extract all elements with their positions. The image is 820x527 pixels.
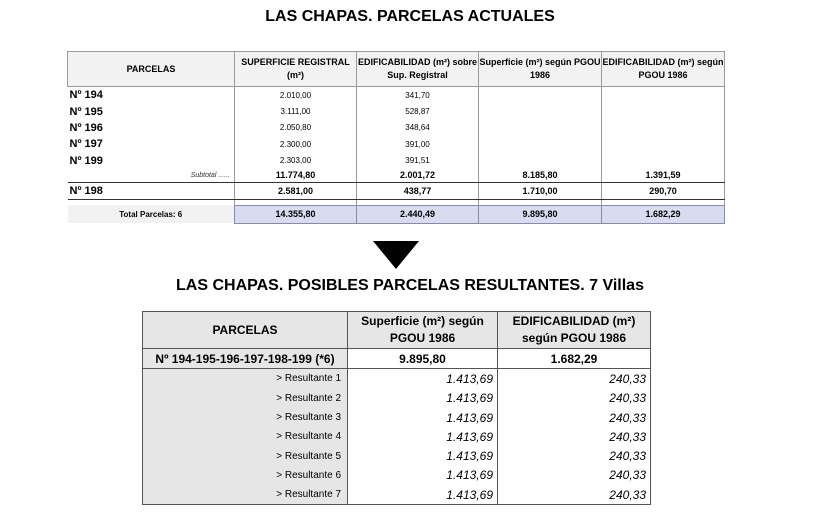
total-superficie-pgou: 9.895,80 bbox=[479, 205, 602, 223]
table-row-198 bbox=[68, 182, 725, 199]
header-superficie-registral: SUPERFICIE REGISTRAL (m²) bbox=[235, 52, 357, 87]
parcela-name: Nº 196 bbox=[69, 121, 103, 134]
parcela-group-name: Nº 194-195-196-197-198-199 (*6) bbox=[143, 349, 348, 369]
table-row bbox=[143, 466, 651, 485]
parcela-name: Nº 198 bbox=[68, 182, 235, 199]
resultante-name: > Resultante 2 bbox=[143, 389, 348, 408]
subtotal-row bbox=[68, 169, 725, 183]
header-parcelas: PARCELAS bbox=[143, 312, 348, 349]
superficie-value: 1.413,69 bbox=[348, 466, 498, 485]
superficie-value: 9.895,80 bbox=[348, 349, 498, 369]
edificabilidad-value: 240,33 bbox=[498, 446, 651, 465]
edificabilidad-value: 240,33 bbox=[498, 427, 651, 446]
superficie-value: 2.581,00 bbox=[235, 182, 357, 199]
total-superficie: 14.355,80 bbox=[235, 205, 357, 223]
resultante-name: > Resultante 3 bbox=[143, 408, 348, 427]
edificabilidad-value: 1.682,29 bbox=[498, 349, 651, 369]
edificabilidad-value: 348,64 bbox=[357, 120, 479, 136]
superficie-value: 2.010,00 bbox=[235, 87, 357, 104]
down-arrow-icon bbox=[373, 241, 419, 269]
resultante-name: > Resultante 7 bbox=[143, 485, 348, 505]
resultante-name: > Resultante 4 bbox=[143, 427, 348, 446]
superficie-value: 1.413,69 bbox=[348, 408, 498, 427]
edificabilidad-value: 240,33 bbox=[498, 408, 651, 427]
superficie-value: 1.413,69 bbox=[348, 485, 498, 505]
edificabilidad-value: 341,70 bbox=[357, 87, 479, 104]
header-superficie-pgou: Superficie (m²) según PGOU 1986 bbox=[479, 52, 602, 87]
table-row bbox=[143, 389, 651, 408]
title-parcelas-resultantes: LAS CHAPAS. POSIBLES PARCELAS RESULTANTES. 7 Villas bbox=[176, 277, 644, 294]
table-row bbox=[143, 485, 651, 505]
superficie-value: 2.303,00 bbox=[235, 153, 357, 169]
table-row bbox=[143, 369, 651, 389]
title-parcelas-actuales: LAS CHAPAS. PARCELAS ACTUALES bbox=[265, 8, 555, 25]
table-row bbox=[68, 120, 725, 136]
parcela-name: Nº 194 bbox=[69, 89, 103, 102]
superficie-value: 2.300,00 bbox=[235, 136, 357, 152]
table-row bbox=[68, 87, 725, 104]
header-edificabilidad-pgou: EDIFICABILIDAD (m²) según PGOU 1986 bbox=[602, 52, 725, 87]
table-row bbox=[68, 136, 725, 152]
superficie-value: 2.050,80 bbox=[235, 120, 357, 136]
edificabilidad-pgou-value: 290,70 bbox=[602, 182, 725, 199]
header-edificabilidad-pgou: EDIFICABILIDAD (m²) según PGOU 1986 bbox=[498, 312, 651, 349]
superficie-value: 1.413,69 bbox=[348, 369, 498, 389]
subtotal-label: Subtotal ...... bbox=[68, 169, 235, 183]
table-row bbox=[143, 408, 651, 427]
superficie-value: 3.111,00 bbox=[235, 103, 357, 119]
edificabilidad-value: 240,33 bbox=[498, 389, 651, 408]
resultante-name: > Resultante 5 bbox=[143, 446, 348, 465]
header-parcelas: PARCELAS bbox=[68, 52, 235, 87]
header-edificabilidad-registral: EDIFICABILIDAD (m²) sobre Sup. Registral bbox=[357, 52, 479, 87]
subtotal-edificabilidad-pgou: 1.391,59 bbox=[602, 169, 725, 183]
main-row bbox=[143, 349, 651, 369]
table-row bbox=[143, 446, 651, 465]
edificabilidad-value: 240,33 bbox=[498, 466, 651, 485]
edificabilidad-value: 438,77 bbox=[357, 182, 479, 199]
subtotal-superficie-pgou: 8.185,80 bbox=[479, 169, 602, 183]
parcela-name: Nº 197 bbox=[69, 138, 103, 151]
superficie-value: 1.413,69 bbox=[348, 446, 498, 465]
total-edificabilidad-pgou: 1.682,29 bbox=[602, 205, 725, 223]
resultante-name: > Resultante 1 bbox=[143, 369, 348, 389]
resultante-name: > Resultante 6 bbox=[143, 466, 348, 485]
edificabilidad-value: 391,00 bbox=[357, 136, 479, 152]
total-label: Total Parcelas: 6 bbox=[68, 205, 235, 223]
superficie-value: 1.413,69 bbox=[348, 427, 498, 446]
edificabilidad-value: 240,33 bbox=[498, 369, 651, 389]
parcela-name: Nº 195 bbox=[69, 105, 103, 118]
edificabilidad-value: 391,51 bbox=[357, 153, 479, 169]
total-row bbox=[68, 205, 725, 223]
header-superficie-pgou: Superficie (m²) según PGOU 1986 bbox=[348, 312, 498, 349]
total-edificabilidad: 2.440,49 bbox=[357, 205, 479, 223]
edificabilidad-value: 528,87 bbox=[357, 103, 479, 119]
parcela-name: Nº 199 bbox=[69, 154, 103, 167]
superficie-pgou-value: 1.710,00 bbox=[479, 182, 602, 199]
subtotal-edificabilidad: 2.001,72 bbox=[357, 169, 479, 183]
table-row bbox=[68, 153, 725, 169]
subtotal-superficie: 11.774,80 bbox=[235, 169, 357, 183]
edificabilidad-value: 240,33 bbox=[498, 485, 651, 505]
superficie-value: 1.413,69 bbox=[348, 389, 498, 408]
table-row bbox=[68, 103, 725, 119]
table-parcelas-resultantes bbox=[142, 311, 651, 505]
table-row bbox=[143, 427, 651, 446]
table-parcelas-actuales bbox=[67, 51, 725, 224]
